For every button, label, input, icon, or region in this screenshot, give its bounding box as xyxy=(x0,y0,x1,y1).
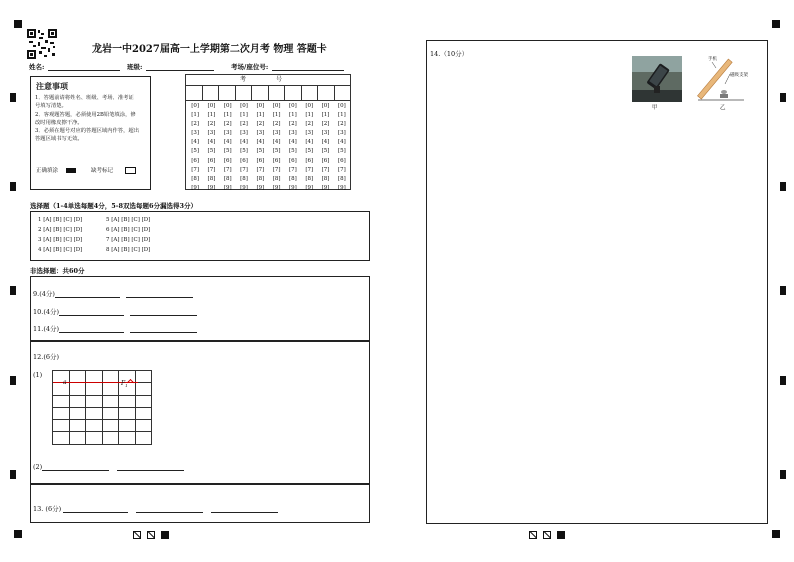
q12-blank-1[interactable] xyxy=(42,461,109,471)
exam-number-bubble[interactable]: [4] xyxy=(321,139,330,146)
exam-number-entry-row xyxy=(186,86,350,101)
exam-number-bubble[interactable]: [2] xyxy=(240,121,248,128)
exam-number-bubble[interactable]: [3] xyxy=(305,130,314,137)
exam-number-bubble[interactable]: [7] xyxy=(191,166,200,173)
exam-number-bubble[interactable]: [0] xyxy=(337,103,346,109)
notice-line: 答题区域书写无效。 xyxy=(35,136,83,143)
q14-diagram-label-phone: 手机 xyxy=(708,57,717,62)
room-seat-field[interactable] xyxy=(231,61,344,71)
choice-row-q6[interactable]: 6 [A] [B] [C] [D] xyxy=(106,227,151,233)
exam-number-bubble[interactable]: [3] xyxy=(223,130,232,137)
exam-number-bubble[interactable]: [0] xyxy=(321,103,330,109)
exam-number-column xyxy=(203,102,219,193)
timing-mark xyxy=(780,470,786,479)
exam-number-bubble[interactable]: [5] xyxy=(272,148,281,155)
exam-number-bubble[interactable]: [3] xyxy=(256,130,265,137)
exam-number-bubble[interactable]: [2] xyxy=(321,121,330,128)
exam-number-bubble[interactable]: [0] xyxy=(305,103,314,109)
class-label: 班级: xyxy=(127,63,143,71)
page-mark-slash xyxy=(543,531,551,539)
notice-line: 号填写清楚。 xyxy=(35,103,67,110)
exam-number-cell[interactable] xyxy=(219,86,236,100)
timing-mark xyxy=(780,182,786,191)
exam-number-bubble[interactable]: [5] xyxy=(191,148,200,155)
page-mark-slash xyxy=(133,531,141,539)
choice-row-q5[interactable]: 5 [A] [B] [C] [D] xyxy=(106,217,151,223)
q10-blank-2[interactable] xyxy=(130,306,197,316)
filled-bubble-sample xyxy=(66,168,76,173)
exam-number-bubble[interactable]: [8] xyxy=(305,175,314,182)
exam-number-bubble[interactable]: [1] xyxy=(240,112,248,119)
corner-mark-top-right xyxy=(772,20,780,28)
exam-number-bubble[interactable]: [7] xyxy=(256,166,265,173)
exam-number-bubble[interactable]: [5] xyxy=(207,148,216,155)
absent-mark-legend xyxy=(91,166,136,174)
exam-number-bubble[interactable]: [7] xyxy=(207,166,216,173)
exam-number-bubble[interactable]: [6] xyxy=(256,157,265,164)
timing-mark xyxy=(780,93,786,102)
choice-row-q1[interactable]: 1 [A] [B] [C] [D] xyxy=(38,217,83,223)
exam-number-grid xyxy=(185,74,351,190)
exam-number-bubble[interactable]: [6] xyxy=(223,157,232,164)
exam-number-bubble[interactable]: [2] xyxy=(337,121,346,128)
exam-number-bubble[interactable]: [1] xyxy=(289,112,297,119)
choice-heading: 选择题（1-4单选每题4分，5-8双选每题6分漏选得3分） xyxy=(30,202,198,210)
exam-number-bubble[interactable]: [2] xyxy=(207,121,216,128)
exam-number-bubble[interactable]: [3] xyxy=(337,130,346,137)
exam-number-cell[interactable] xyxy=(285,86,302,100)
q10-blank-1[interactable] xyxy=(59,306,124,316)
q9-row xyxy=(33,288,193,298)
exam-number-bubble[interactable]: [3] xyxy=(272,130,281,137)
exam-number-bubble[interactable]: [0] xyxy=(256,103,265,109)
q14-phone-photo xyxy=(632,56,682,102)
q9-blank-1[interactable] xyxy=(55,288,120,298)
timing-mark xyxy=(10,470,16,479)
exam-number-bubble[interactable]: [5] xyxy=(289,148,297,155)
exam-number-cell[interactable] xyxy=(236,86,253,100)
answer-box-q9-q11 xyxy=(30,276,370,341)
exam-number-bubble[interactable]: [2] xyxy=(272,121,281,128)
exam-number-bubble[interactable]: [6] xyxy=(240,157,248,164)
exam-number-bubble[interactable]: [5] xyxy=(223,148,232,155)
exam-number-bubble[interactable]: [1] xyxy=(337,112,346,119)
exam-number-bubble[interactable]: [9] xyxy=(191,184,200,191)
notice-line: 改时用橡皮擦干净。 xyxy=(35,119,83,126)
exam-number-bubble[interactable]: [9] xyxy=(256,184,265,191)
q12-vector-f-label xyxy=(121,380,128,388)
exam-number-bubble[interactable]: [2] xyxy=(305,121,314,128)
exam-number-title: 考 号 xyxy=(186,75,350,86)
timing-mark xyxy=(10,286,16,295)
exam-number-bubble[interactable]: [6] xyxy=(337,157,346,164)
exam-number-cell[interactable] xyxy=(269,86,286,100)
corner-mark-bottom-left xyxy=(14,530,22,538)
exam-number-bubble[interactable]: [8] xyxy=(256,175,265,182)
q12-vector-a-label: a xyxy=(63,379,67,386)
qr-code xyxy=(27,29,57,59)
exam-number-bubble[interactable]: [6] xyxy=(272,157,281,164)
exam-number-bubble[interactable]: [0] xyxy=(191,103,200,109)
exam-number-bubble[interactable]: [3] xyxy=(240,130,248,137)
q9-blank-2[interactable] xyxy=(126,288,193,298)
exam-number-bubble[interactable]: [3] xyxy=(191,130,200,137)
exam-number-bubble[interactable]: [2] xyxy=(191,121,200,128)
exam-number-bubble[interactable]: [1] xyxy=(207,112,216,119)
exam-number-bubble[interactable]: [8] xyxy=(289,175,297,182)
exam-number-bubble[interactable]: [6] xyxy=(207,157,216,164)
q14-diagram-label-holder: 磁吸支架 xyxy=(730,73,748,78)
timing-mark xyxy=(780,286,786,295)
exam-number-cell[interactable] xyxy=(335,86,351,100)
exam-number-bubble[interactable]: [9] xyxy=(240,184,248,191)
page-title: 龙岩一中2027届高一上学期第二次月考 物理 答题卡 xyxy=(92,44,327,55)
timing-mark xyxy=(10,182,16,191)
exam-number-column xyxy=(334,102,350,193)
q12-part1-label: (1) xyxy=(33,371,43,379)
exam-number-bubble[interactable]: [4] xyxy=(191,139,200,146)
q11-blank-1[interactable] xyxy=(59,323,124,333)
q14-holder-diagram xyxy=(694,54,748,104)
exam-number-bubble[interactable]: [9] xyxy=(223,184,232,191)
name-field[interactable] xyxy=(29,61,120,71)
exam-number-bubble[interactable]: [0] xyxy=(223,103,232,109)
q10-label: 10.(4分) xyxy=(33,308,60,316)
exam-number-bubble[interactable]: [1] xyxy=(272,112,281,119)
exam-number-cell[interactable] xyxy=(203,86,220,100)
notice-line: 2．客观题答题，必须使用2B铅笔填涂，修 xyxy=(35,111,136,118)
q12-vector-f-letter: F xyxy=(121,380,126,387)
q10-row xyxy=(33,306,197,316)
exam-number-column xyxy=(317,102,333,193)
exam-number-bubble[interactable]: [5] xyxy=(256,148,265,155)
q11-row xyxy=(33,323,197,333)
exam-number-bubble[interactable]: [1] xyxy=(256,112,265,119)
choice-box xyxy=(30,211,370,261)
exam-number-bubble[interactable]: [0] xyxy=(272,103,281,109)
exam-number-cell[interactable] xyxy=(252,86,269,100)
exam-number-bubble[interactable]: [1] xyxy=(321,112,330,119)
q12-label: 12.(6分) xyxy=(33,353,60,361)
exam-number-bubble[interactable]: [9] xyxy=(305,184,314,191)
page-mark-solid xyxy=(161,531,169,539)
exam-number-bubble[interactable]: [4] xyxy=(223,139,232,146)
correct-fill-label: 正确填涂 xyxy=(36,168,59,174)
exam-number-bubble[interactable]: [1] xyxy=(223,112,232,119)
correct-fill-legend xyxy=(36,166,76,174)
q13-blank-3[interactable] xyxy=(211,503,278,513)
exam-number-cell[interactable] xyxy=(302,86,319,100)
exam-number-bubbles xyxy=(186,101,350,193)
notice-line: 1．答题前请将姓名、班级、考场、准考证 xyxy=(35,95,134,101)
exam-number-bubble[interactable]: [6] xyxy=(289,157,297,164)
exam-number-bubble[interactable]: [7] xyxy=(240,166,248,173)
absent-mark-box[interactable] xyxy=(125,167,136,174)
exam-number-bubble[interactable]: [4] xyxy=(289,139,297,146)
q13-label: 13. (6分) xyxy=(33,505,62,513)
exam-number-bubble[interactable]: [7] xyxy=(305,166,314,173)
exam-number-bubble[interactable]: [8] xyxy=(191,175,200,182)
exam-number-column xyxy=(220,102,236,193)
exam-number-bubble[interactable]: [6] xyxy=(305,157,314,164)
q12-part2-label: (2) xyxy=(33,463,43,471)
exam-number-bubble[interactable]: [9] xyxy=(337,184,346,191)
q13-row xyxy=(33,503,278,513)
exam-number-bubble[interactable]: [4] xyxy=(337,139,346,146)
exam-number-bubble[interactable]: [8] xyxy=(207,175,216,182)
exam-number-bubble[interactable]: [5] xyxy=(305,148,314,155)
q9-label: 9.(4分) xyxy=(33,290,55,298)
exam-number-bubble[interactable]: [8] xyxy=(272,175,281,182)
q12-part2-row xyxy=(33,461,184,471)
exam-number-bubble[interactable]: [2] xyxy=(256,121,265,128)
exam-number-column xyxy=(268,102,284,193)
q11-blank-2[interactable] xyxy=(130,323,197,333)
exam-number-bubble[interactable]: [9] xyxy=(289,184,297,191)
notice-body xyxy=(35,94,150,144)
exam-number-bubble[interactable]: [4] xyxy=(272,139,281,146)
exam-number-column xyxy=(187,102,203,193)
exam-number-bubble[interactable]: [6] xyxy=(321,157,330,164)
exam-number-bubble[interactable]: [3] xyxy=(207,130,216,137)
exam-number-bubble[interactable]: [4] xyxy=(305,139,314,146)
choice-row-q3[interactable]: 3 [A] [B] [C] [D] xyxy=(38,237,83,243)
exam-number-cell[interactable] xyxy=(186,86,203,100)
q11-label: 11.(4分) xyxy=(33,325,60,333)
exam-number-column xyxy=(252,102,268,193)
timing-mark xyxy=(10,376,16,385)
exam-number-bubble[interactable]: [1] xyxy=(191,112,200,119)
exam-number-bubble[interactable]: [6] xyxy=(191,157,200,164)
exam-number-column xyxy=(236,102,252,193)
answer-box-q13 xyxy=(30,484,370,523)
exam-number-bubble[interactable]: [0] xyxy=(207,103,216,109)
q14-label: 14.（10分） xyxy=(430,50,469,58)
q13-blank-1[interactable] xyxy=(63,503,128,513)
choice-row-q8[interactable]: 8 [A] [B] [C] [D] xyxy=(106,247,151,253)
corner-mark-bottom-right xyxy=(772,530,780,538)
exam-number-bubble[interactable]: [3] xyxy=(321,130,330,137)
notice-line: 3．必须在题号对应的答题区域内作答，超出 xyxy=(35,128,140,135)
corner-mark-top-left xyxy=(14,20,22,28)
choice-row-q4[interactable]: 4 [A] [B] [C] [D] xyxy=(38,247,83,253)
exam-number-bubble[interactable]: [7] xyxy=(289,166,297,173)
q14-photo-caption: 甲 xyxy=(652,105,658,111)
exam-number-column xyxy=(301,102,317,193)
timing-mark xyxy=(780,376,786,385)
choice-row-q2[interactable]: 2 [A] [B] [C] [D] xyxy=(38,227,83,233)
exam-number-bubble[interactable]: [2] xyxy=(223,121,232,128)
exam-number-bubble[interactable]: [3] xyxy=(289,130,297,137)
exam-number-bubble[interactable]: [4] xyxy=(256,139,265,146)
exam-number-bubble[interactable]: [9] xyxy=(272,184,281,191)
exam-number-bubble[interactable]: [5] xyxy=(337,148,346,155)
exam-number-bubble[interactable]: [4] xyxy=(207,139,216,146)
answer-box-q14 xyxy=(426,40,768,524)
exam-number-bubble[interactable]: [0] xyxy=(289,103,297,109)
page-mark-solid xyxy=(557,531,565,539)
exam-number-bubble[interactable]: [2] xyxy=(289,121,297,128)
absent-mark-label: 缺考标记 xyxy=(91,168,114,174)
exam-number-bubble[interactable]: [9] xyxy=(207,184,216,191)
page-mark-slash xyxy=(147,531,155,539)
q14-diagram-caption: 乙 xyxy=(720,105,726,111)
exam-number-bubble[interactable]: [8] xyxy=(223,175,232,182)
exam-number-cell[interactable] xyxy=(318,86,335,100)
nonchoice-heading: 非选择题：共60分 xyxy=(30,267,85,275)
exam-number-bubble[interactable]: [9] xyxy=(321,184,330,191)
exam-number-bubble[interactable]: [8] xyxy=(321,175,330,182)
choice-row-q7[interactable]: 7 [A] [B] [C] [D] xyxy=(106,237,151,243)
exam-number-bubble[interactable]: [8] xyxy=(337,175,346,182)
exam-number-bubble[interactable]: [7] xyxy=(223,166,232,173)
class-field[interactable] xyxy=(127,61,214,71)
exam-number-bubble[interactable]: [8] xyxy=(240,175,248,182)
exam-number-bubble[interactable]: [7] xyxy=(272,166,281,173)
notice-title: 注意事项 xyxy=(36,81,68,91)
q12-vector-f-subscript: 1 xyxy=(125,383,128,389)
exam-number-bubble[interactable]: [5] xyxy=(321,148,330,155)
q12-blank-2[interactable] xyxy=(117,461,184,471)
exam-number-bubble[interactable]: [7] xyxy=(337,166,346,173)
exam-number-bubble[interactable]: [0] xyxy=(240,103,248,109)
name-label: 姓名: xyxy=(29,63,45,71)
notice-box xyxy=(30,76,151,190)
q13-blank-2[interactable] xyxy=(136,503,203,513)
exam-number-bubble[interactable]: [5] xyxy=(240,148,248,155)
room-seat-label: 考场/座位号: xyxy=(231,63,269,71)
exam-number-bubble[interactable]: [1] xyxy=(305,112,314,119)
page-mark-slash xyxy=(529,531,537,539)
exam-number-bubble[interactable]: [7] xyxy=(321,166,330,173)
exam-number-column xyxy=(285,102,301,193)
exam-number-bubble[interactable]: [4] xyxy=(240,139,248,146)
timing-mark xyxy=(10,93,16,102)
